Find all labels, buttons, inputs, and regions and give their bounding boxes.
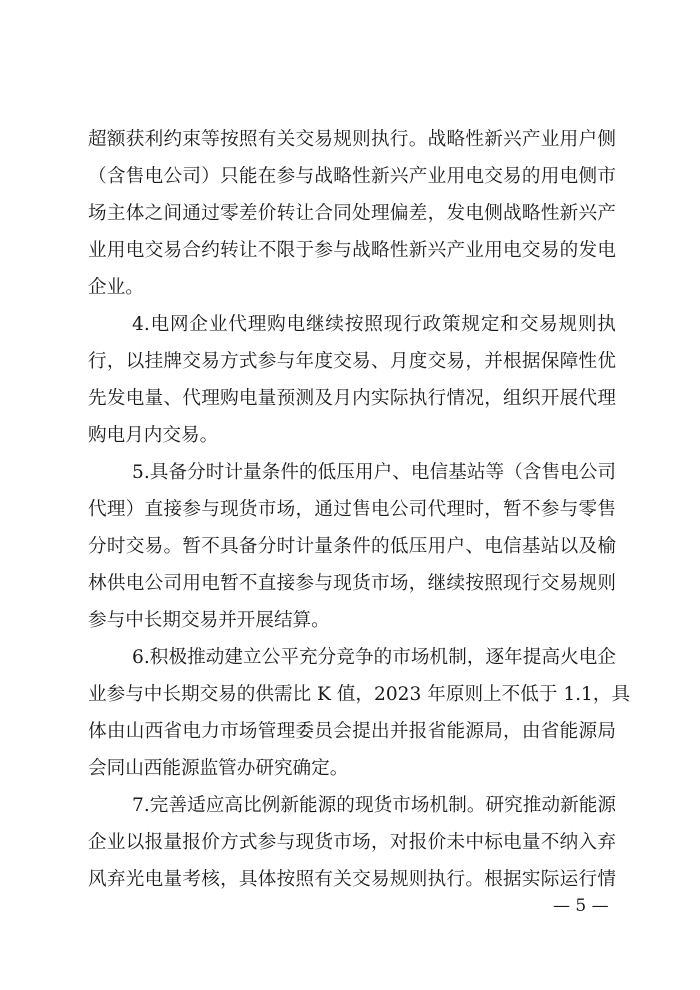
text-line: 5.具备分时计量条件的低压用户、电信基站等（含售电公司 [132,462,616,483]
paragraph [88,639,631,787]
document-body [88,121,631,898]
text-line: 先发电量、代理购电量预测及月内实际执行情况，组织开展代理 [88,388,616,409]
text-line: 企业。 [88,277,144,298]
text-line: 参与中长期交易并开展结算。 [88,610,330,631]
paragraph [88,787,616,898]
page-number: — 5 — [553,896,609,916]
text-line: 体由山西省电力市场管理委员会提出并报省能源局，由省能源局 [88,721,616,742]
paragraph [88,454,616,639]
text-line: 7.完善适应高比例新能源的现货市场机制。研究推动新能源 [132,795,616,816]
text-line: （含售电公司）只能在参与战略性新兴产业用电交易的用电侧市 [88,166,616,187]
paragraph [88,306,616,454]
text-line: 分时交易。暂不具备分时计量条件的低压用户、电信基站以及榆 [88,536,616,557]
text-line: 代理）直接参与现货市场，通过售电公司代理时，暂不参与零售 [88,499,616,520]
text-line: 行，以挂牌交易方式参与年度交易、月度交易，并根据保障性优 [88,351,616,372]
text-line: 购电月内交易。 [88,425,219,446]
paragraph [88,121,616,306]
text-line: 超额获利约束等按照有关交易规则执行。战略性新兴产业用户侧 [88,129,616,150]
text-line: 会同山西能源监管办研究确定。 [88,758,349,779]
text-line: 业参与中长期交易的供需比 K 值，2023 年原则上不低于 1.1，具 [88,684,631,705]
text-line: 业用电交易合约转让不限于参与战略性新兴产业用电交易的发电 [88,240,616,261]
text-line: 风弃光电量考核，具体按照有关交易规则执行。根据实际运行情 [88,869,616,890]
text-line: 6.积极推动建立公平充分竞争的市场机制，逐年提高火电企 [132,647,616,668]
text-line: 4.电网企业代理购电继续按照现行政策规定和交易规则执 [132,314,616,335]
text-line: 林供电公司用电暂不直接参与现货市场，继续按照现行交易规则 [88,573,616,594]
text-line: 企业以报量报价方式参与现货市场，对报价未中标电量不纳入弃 [88,832,616,853]
text-line: 场主体之间通过零差价转让合同处理偏差，发电侧战略性新兴产 [88,203,616,224]
